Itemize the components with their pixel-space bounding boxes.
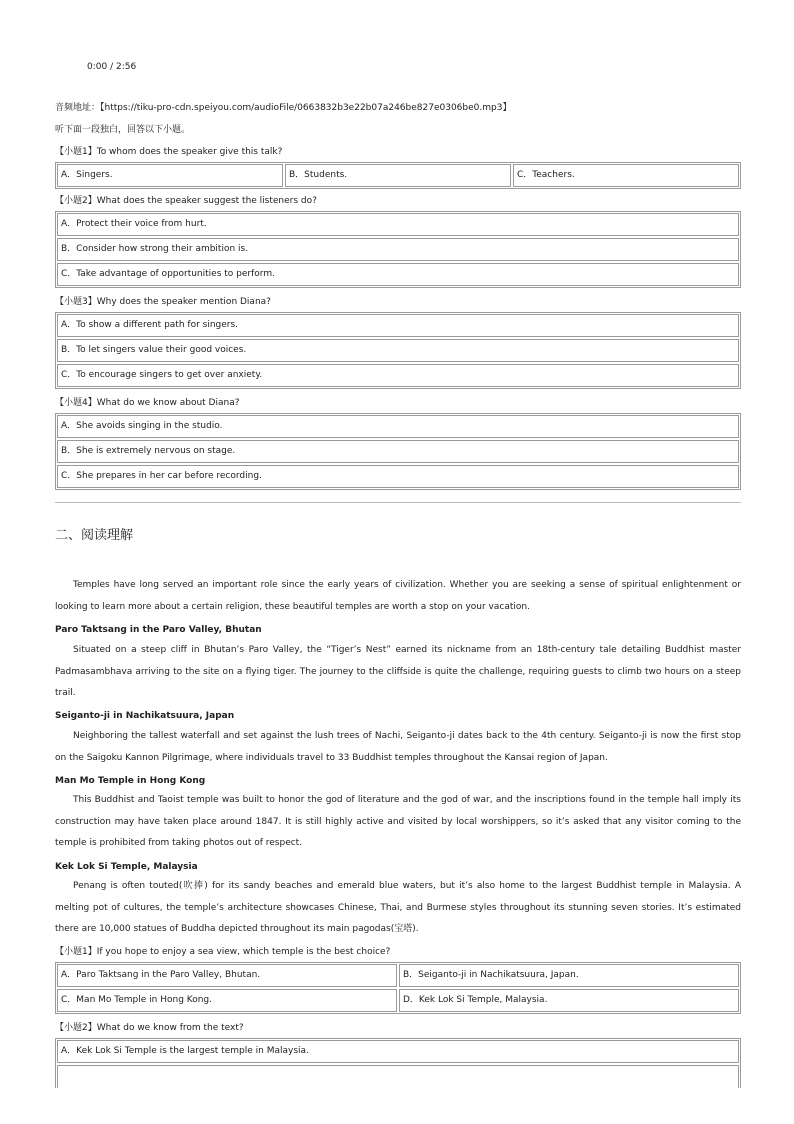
listening-q4-text: 【小题4】What do we know about Diana? (55, 398, 240, 408)
reading-q1-options (55, 962, 741, 1014)
option-c[interactable]: C．She prepares in her car before recording. (57, 465, 739, 488)
option-c[interactable]: C．Take advantage of opportunities to perform. (57, 263, 739, 286)
option-a[interactable]: A．She avoids singing in the studio. (57, 415, 739, 438)
option-c[interactable]: C．Man Mo Temple in Hong Kong. (57, 989, 397, 1012)
listening-q4-options (55, 413, 741, 490)
listening-instruction: 听下面一段独白，回答以下小题。 (55, 125, 191, 135)
option-a[interactable]: A．Kek Lok Si Temple is the largest temple in Malaysia. (57, 1040, 739, 1063)
listening-q2-text: 【小题2】What does the speaker suggest the listeners do? (55, 196, 317, 206)
option-b[interactable]: B．To let singers value their good voices. (57, 339, 739, 362)
option-a[interactable]: A．Protect their voice from hurt. (57, 213, 739, 236)
listening-q1-text: 【小题1】To whom does the speaker give this talk? (55, 147, 283, 157)
option-b[interactable]: B．Seiganto-ji in Nachikatsuura, Japan. (399, 964, 739, 987)
temple-4-body: Penang is often touted(吹捧) for its sandy beaches and emerald blue waters, but it’s also home to the largest Buddhist temple in Malaysia. A melting pot of cultures, the temple’s architecture showcases Chinese, Thai, and Burmese styles throughout its stunning seven stories. It’s estimated there are 10,000 statues of Buddha depicted throughout its main pagodas(宝塔). (55, 881, 741, 935)
audio-time: 0:00 / 2:56 (87, 62, 137, 72)
temple-2-body: Neighboring the tallest waterfall and set against the lush trees of Nachi, Seiganto-ji dates back to the 4th century. Seiganto-ji is now the first stop on the Saigoku Kannon Pilgrimage, where individuals travel to 33 Buddhist temples throughout the Kansai region of Japan. (55, 731, 741, 763)
temple-3-body: This Buddhist and Taoist temple was built to honor the god of literature and the god of war, and the inscriptions found in the temple hall imply its construction may have taken place around 1847. It is still highly active and visited by local worshippers, so it’s asked that any visitor coming to the temple is prohibited from taking photos out of respect. (55, 795, 741, 849)
option-c[interactable]: C．To encourage singers to get over anxiety. (57, 364, 739, 387)
option-b[interactable]: B．Students. (285, 164, 511, 187)
option-c[interactable]: C．Teachers. (513, 164, 739, 187)
option-b-partial[interactable] (57, 1065, 739, 1088)
reading-q2-text: 【小题2】What do we know from the text? (55, 1023, 244, 1033)
option-b[interactable]: B．Consider how strong their ambition is. (57, 238, 739, 261)
temple-1-heading: Paro Taktsang in the Paro Valley, Bhutan (55, 625, 262, 635)
option-b[interactable]: B．She is extremely nervous on stage. (57, 440, 739, 463)
section-title: 二、阅读理解 (55, 528, 134, 543)
reading-q1-text: 【小题1】If you hope to enjoy a sea view, which temple is the best choice? (55, 947, 391, 957)
reading-intro: Temples have long served an important role since the early years of civilization. Whether you are seeking a sense of spiritual enlightenment or looking to learn more about a certain religion, these beautiful temples are worth a stop on your vacation. (55, 580, 741, 612)
reading-q2-options (55, 1038, 741, 1088)
temple-1-body: Situated on a steep cliff in Bhutan’s Paro Valley, the “Tiger’s Nest” earned its nickname from an 18th-century tale detailing Buddhist master Padmasambhava arriving to the site on a flying tiger. The journey to the cliffside is quite the challenge, requiring guests to climb two hours on a steep trail. (55, 645, 741, 699)
audio-address[interactable]: 音频地址：【https://tiku-pro-cdn.speiyou.com/audioFile/0663832b3e22b07a246be827e0306be0.mp3】 (55, 103, 512, 113)
listening-q3-options (55, 312, 741, 389)
section-divider (55, 502, 741, 503)
listening-q3-text: 【小题3】Why does the speaker mention Diana? (55, 297, 271, 307)
temple-2-heading: Seiganto-ji in Nachikatsuura, Japan (55, 711, 235, 721)
option-a[interactable]: A．To show a different path for singers. (57, 314, 739, 337)
option-a[interactable]: A．Singers. (57, 164, 283, 187)
listening-q1-options (55, 162, 741, 189)
listening-q2-options (55, 211, 741, 288)
temple-3-heading: Man Mo Temple in Hong Kong (55, 776, 206, 786)
temple-4-heading: Kek Lok Si Temple, Malaysia (55, 862, 198, 872)
option-d[interactable]: D．Kek Lok Si Temple, Malaysia. (399, 989, 739, 1012)
option-a[interactable]: A．Paro Taktsang in the Paro Valley, Bhutan. (57, 964, 397, 987)
